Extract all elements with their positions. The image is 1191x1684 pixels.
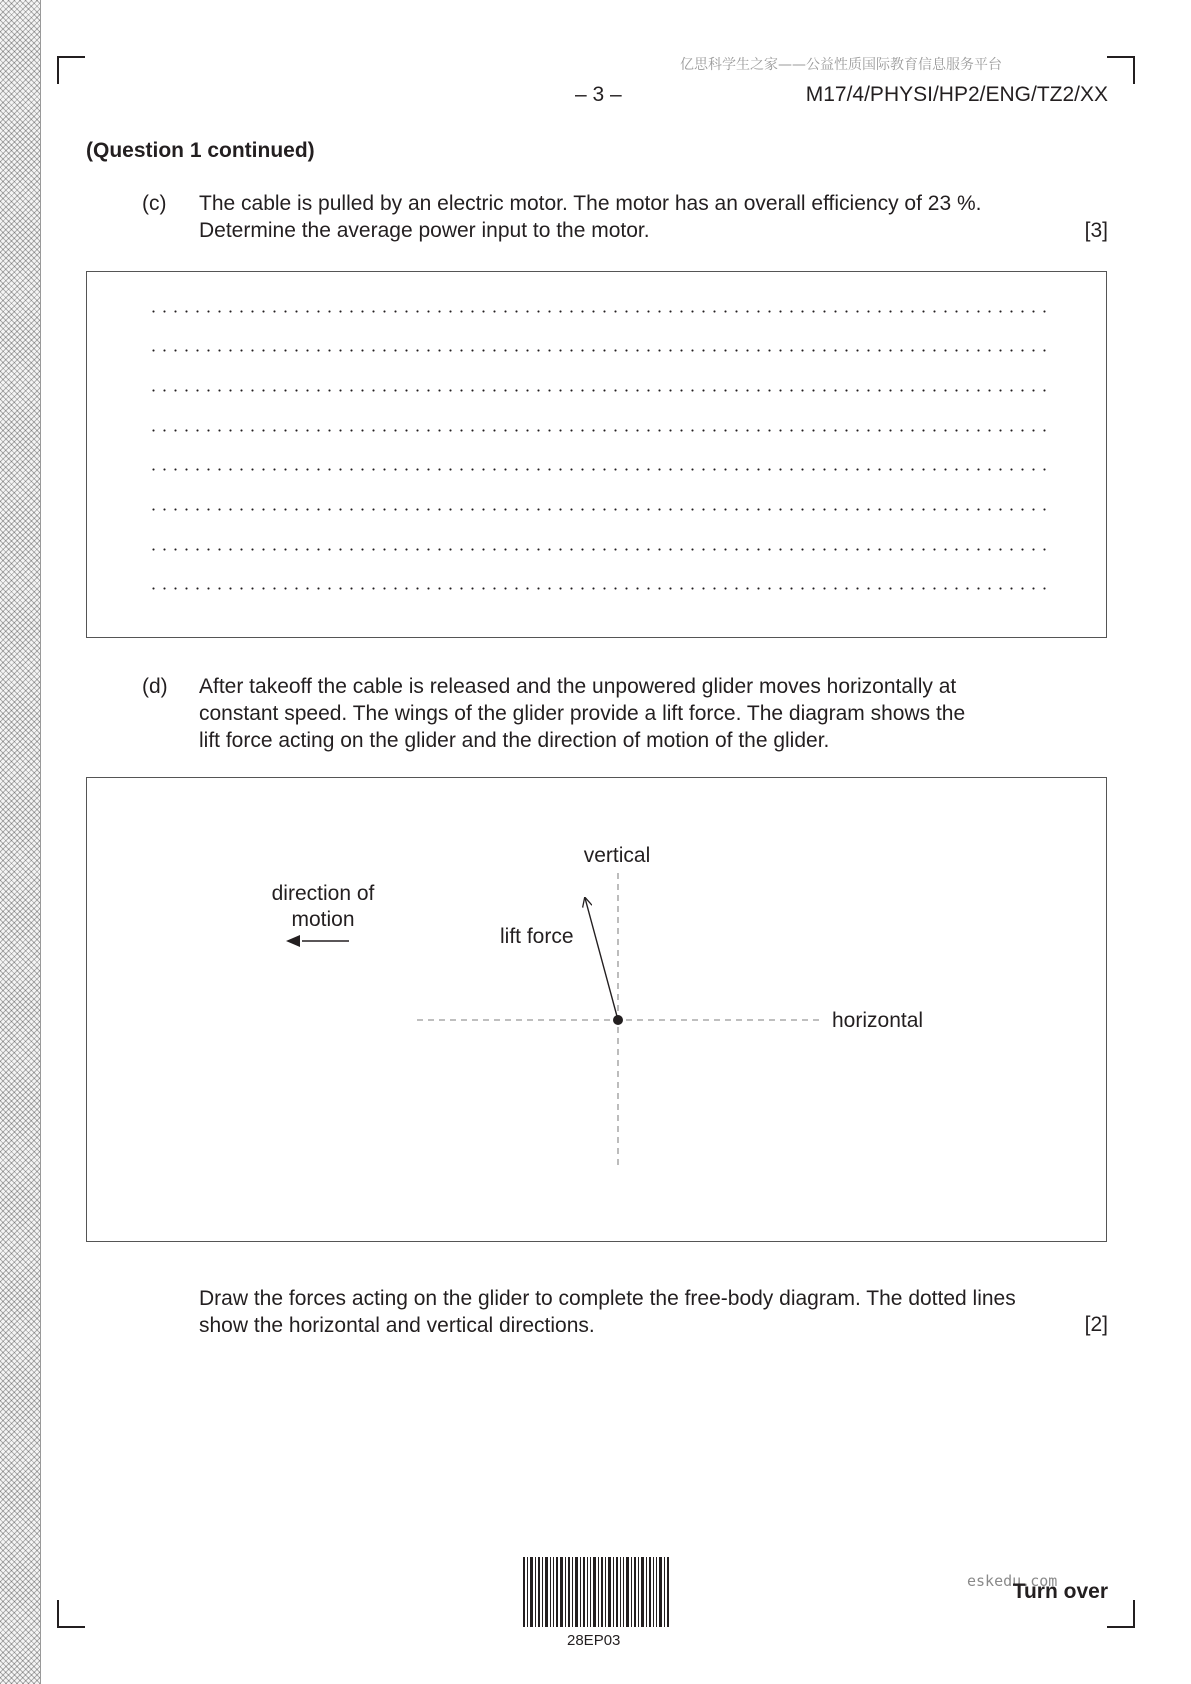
direction-label-line-2: motion — [291, 908, 355, 931]
part-d-line-2: constant speed. The wings of the glider provide a lift force. The diagram shows the — [199, 702, 966, 725]
turn-over-label: Turn over — [1012, 1580, 1108, 1603]
paper-code: M17/4/PHYSI/HP2/ENG/TZ2/XX — [805, 83, 1108, 106]
part-d-instruction — [199, 1285, 1059, 1339]
direction-label-line-1: direction of — [271, 882, 375, 905]
barcode — [523, 1557, 669, 1627]
crop-mark-top-right — [1107, 56, 1135, 84]
binding-margin-pattern — [0, 0, 41, 1684]
page-number: – 3 – — [575, 83, 622, 106]
part-d-label: (d) — [142, 675, 168, 698]
answer-line[interactable] — [148, 349, 1050, 352]
part-c-answer-box[interactable] — [86, 271, 1107, 638]
lift-force-label: lift force — [500, 925, 574, 948]
part-c-line-2: Determine the average power input to the motor. — [199, 219, 650, 242]
part-d-instruction-line-2: show the horizontal and vertical directions. — [199, 1314, 595, 1337]
answer-line[interactable] — [148, 508, 1050, 511]
crop-mark-bottom-left — [57, 1600, 85, 1628]
header-watermark: 亿思科学生之家——公益性质国际教育信息服务平台 — [680, 57, 1002, 73]
part-d-line-1: After takeoff the cable is released and the unpowered glider moves horizontally at — [199, 675, 957, 698]
horizontal-label: horizontal — [832, 1009, 924, 1032]
answer-line[interactable] — [148, 429, 1050, 432]
part-c-label: (c) — [142, 192, 167, 215]
part-c-marks: [3] — [1084, 219, 1108, 242]
part-c-line-1: The cable is pulled by an electric motor. The motor has an overall efficiency of 23 %. — [199, 192, 982, 215]
answer-line[interactable] — [148, 587, 1050, 590]
part-d-instruction-line-1: Draw the forces acting on the glider to complete the free-body diagram. The dotted lines — [199, 1287, 1016, 1310]
glider-point — [613, 1015, 623, 1025]
question-continued-heading: (Question 1 continued) — [86, 139, 315, 162]
free-body-diagram-svg[interactable] — [87, 778, 1108, 1243]
part-c-text — [199, 190, 1059, 244]
answer-line[interactable] — [148, 310, 1050, 313]
vertical-label: vertical — [583, 844, 651, 867]
part-d-marks: [2] — [1084, 1313, 1108, 1336]
crop-mark-bottom-right — [1107, 1600, 1135, 1628]
answer-line[interactable] — [148, 389, 1050, 392]
direction-arrow-head — [286, 935, 300, 947]
crop-mark-top-left — [57, 56, 85, 84]
answer-line[interactable] — [148, 468, 1050, 471]
lift-force-arrow — [585, 898, 618, 1020]
part-d-line-3: lift force acting on the glider and the direction of motion of the glider. — [199, 729, 830, 752]
barcode-text: 28EP03 — [567, 1632, 621, 1649]
footer-watermark: eskedu.com — [967, 1572, 1058, 1590]
answer-line[interactable] — [148, 548, 1050, 551]
part-d-text — [199, 673, 1059, 754]
free-body-diagram[interactable] — [86, 777, 1107, 1242]
